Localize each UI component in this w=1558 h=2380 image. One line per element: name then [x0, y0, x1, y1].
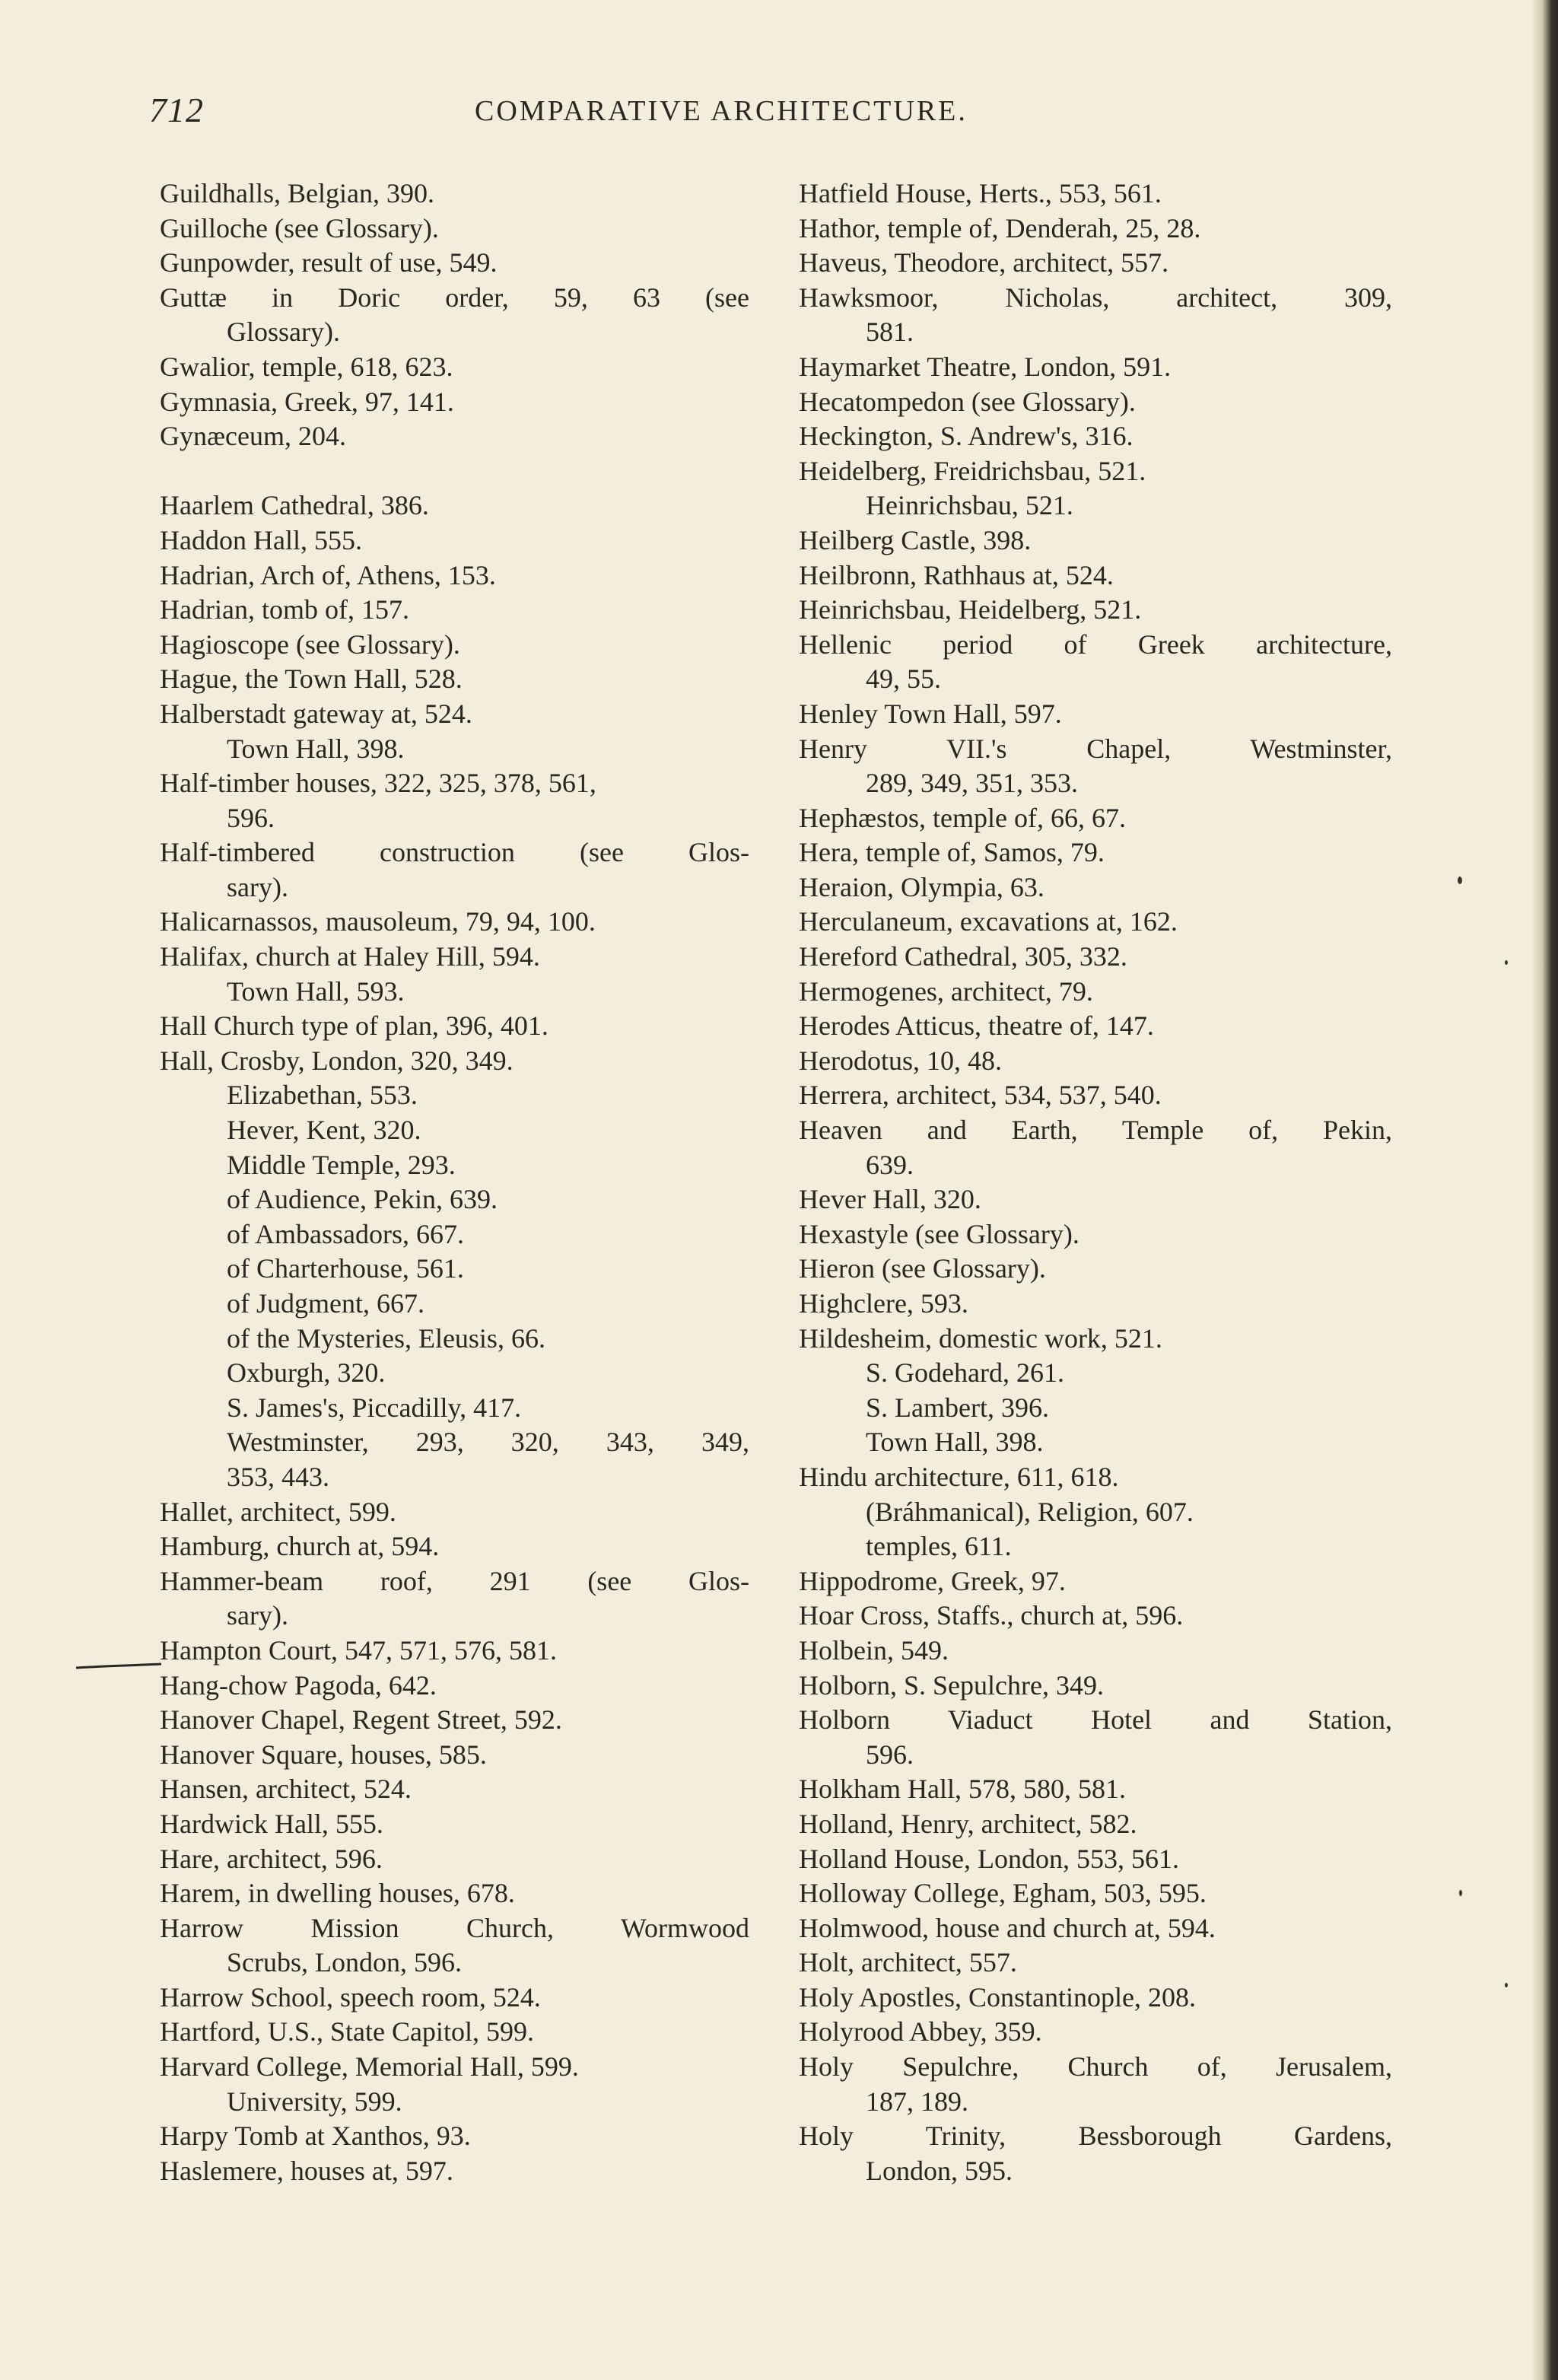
index-entry: Henley Town Hall, 597. — [799, 698, 1062, 729]
ink-speck — [1458, 877, 1462, 884]
index-entry: Herculaneum, excavations at, 162. — [799, 906, 1178, 937]
index-entry: Gunpowder, result of use, 549. — [160, 247, 498, 278]
index-entry: Hindu architecture, 611, 618. — [799, 1461, 1119, 1492]
index-entry-continuation: 596. — [227, 802, 275, 833]
index-entry: Henry VII.'s Chapel, Westminster, — [799, 733, 1392, 764]
index-entry-continuation: 289, 349, 351, 353. — [866, 768, 1078, 799]
index-entry: Halberstadt gateway at, 524. — [160, 698, 472, 729]
index-entry: Holyrood Abbey, 359. — [799, 2016, 1042, 2048]
index-subentry: temples, 611. — [866, 1531, 1012, 1562]
index-subentry: S. James's, Piccadilly, 417. — [227, 1392, 522, 1423]
index-entry: Hathor, temple of, Denderah, 25, 28. — [799, 212, 1201, 243]
index-entry: Hanover Chapel, Regent Street, 592. — [160, 1704, 562, 1736]
index-entry: Holy Apostles, Constantinople, 208. — [799, 1981, 1196, 2013]
index-entry: Hang-chow Pagoda, 642. — [160, 1669, 437, 1701]
index-entry: Holborn Viaduct Hotel and Station, — [799, 1704, 1392, 1736]
ink-speck — [1459, 1890, 1462, 1896]
index-entry: Guttæ in Doric order, 59, 63 (see — [160, 282, 749, 313]
index-entry: Hephæstos, temple of, 66, 67. — [799, 802, 1126, 833]
index-entry: Heidelberg, Freidrichsbau, 521. — [799, 455, 1146, 486]
page-number: 712 — [149, 91, 204, 129]
index-entry: Highclere, 593. — [799, 1288, 968, 1319]
index-entry: Half-timbered construction (see Glos- — [160, 837, 749, 868]
index-entry: Gwalior, temple, 618, 623. — [160, 351, 453, 382]
index-entry: Holy Sepulchre, Church of, Jerusalem, — [799, 2051, 1392, 2082]
index-column-left — [160, 177, 749, 2188]
index-entry: Hermogenes, architect, 79. — [799, 975, 1093, 1007]
index-entry: Hadrian, Arch of, Athens, 153. — [160, 559, 496, 590]
index-subentry: Town Hall, 398. — [866, 1427, 1044, 1458]
index-entry: Holland, Henry, architect, 582. — [799, 1808, 1137, 1839]
index-entry: Heinrichsbau, Heidelberg, 521. — [799, 594, 1142, 625]
ink-speck — [1505, 1983, 1508, 1987]
index-entry: Hartford, U.S., State Capitol, 599. — [160, 2016, 534, 2048]
index-entry-continuation: University, 599. — [227, 2086, 402, 2117]
index-entry: Guildhalls, Belgian, 390. — [160, 178, 434, 208]
index-entry: Herodes Atticus, theatre of, 147. — [799, 1010, 1154, 1042]
index-subentry: of Ambassadors, 667. — [227, 1218, 464, 1249]
index-entry: Haveus, Theodore, architect, 557. — [799, 247, 1169, 278]
index-entry-continuation: 596. — [866, 1739, 914, 1770]
index-entry: Hare, architect, 596. — [160, 1843, 383, 1874]
index-entry: Halifax, church at Haley Hill, 594. — [160, 941, 540, 972]
index-subentry: Hever, Kent, 320. — [227, 1115, 421, 1146]
index-entry: Haymarket Theatre, London, 591. — [799, 351, 1172, 382]
index-subentry: of Audience, Pekin, 639. — [227, 1184, 498, 1215]
index-entry: Gymnasia, Greek, 97, 141. — [160, 386, 454, 417]
index-entry: Hawksmoor, Nicholas, architect, 309, — [799, 282, 1392, 313]
index-entry: Harpy Tomb at Xanthos, 93. — [160, 2121, 471, 2152]
index-entry: Hieron (see Glossary). — [799, 1253, 1046, 1284]
index-entry: Hatfield House, Herts., 553, 561. — [799, 178, 1162, 208]
index-entry: Hall, Crosby, London, 320, 349. — [160, 1045, 514, 1076]
index-subentry: Elizabethan, 553. — [227, 1080, 418, 1111]
index-entry: Herodotus, 10, 48. — [799, 1045, 1002, 1076]
index-entry: Hippodrome, Greek, 97. — [799, 1565, 1066, 1596]
index-entry: Hardwick Hall, 555. — [160, 1808, 383, 1839]
index-subentry: Oxburgh, 320. — [227, 1357, 386, 1389]
index-entry-continuation: sary). — [227, 871, 288, 902]
index-entry: Hever Hall, 320. — [799, 1184, 981, 1215]
index-entry: Hansen, architect, 524. — [160, 1774, 412, 1805]
index-entry: Heaven and Earth, Temple of, Pekin, — [799, 1115, 1392, 1146]
index-entry: Harvard College, Memorial Hall, 599. — [160, 2051, 579, 2082]
running-title: COMPARATIVE ARCHITECTURE. — [475, 95, 968, 127]
index-subentry: of Judgment, 667. — [227, 1288, 424, 1319]
index-entry-continuation: 49, 55. — [866, 663, 941, 695]
index-entry: Hamburg, church at, 594. — [160, 1531, 440, 1562]
index-entry: Holloway College, Egham, 503, 595. — [799, 1878, 1207, 1909]
index-column-right — [799, 177, 1392, 2188]
index-entry: Heckington, S. Andrew's, 316. — [799, 421, 1134, 452]
index-entry: Guilloche (see Glossary). — [160, 212, 439, 243]
index-entry: Gynæceum, 204. — [160, 421, 346, 452]
index-entry: Harem, in dwelling houses, 678. — [160, 1878, 515, 1909]
index-entry: Hera, temple of, Samos, 79. — [799, 837, 1105, 868]
index-subentry: Town Hall, 398. — [227, 733, 405, 764]
index-entry: Hoar Cross, Staffs., church at, 596. — [799, 1600, 1184, 1631]
index-entry: Hampton Court, 547, 571, 576, 581. — [160, 1634, 557, 1666]
index-entry: Haslemere, houses at, 597. — [160, 2155, 453, 2186]
index-entry: Holborn, S. Sepulchre, 349. — [799, 1669, 1104, 1701]
index-entry: Hecatompedon (see Glossary). — [799, 386, 1136, 417]
index-subentry: Middle Temple, 293. — [227, 1149, 456, 1180]
index-entry: Hall Church type of plan, 396, 401. — [160, 1010, 548, 1042]
index-entry: Holland House, London, 553, 561. — [799, 1843, 1179, 1874]
index-entry: Harrow School, speech room, 524. — [160, 1981, 541, 2013]
index-entry-continuation: 187, 189. — [866, 2086, 968, 2117]
index-entry: Hellenic period of Greek architecture, — [799, 628, 1392, 660]
index-subentry: (Bráhmanical), Religion, 607. — [866, 1496, 1194, 1527]
index-subentry: 353, 443. — [227, 1461, 329, 1492]
page-header — [149, 90, 1404, 135]
index-entry-continuation: Scrubs, London, 596. — [227, 1947, 462, 1978]
index-subentry: S. Lambert, 396. — [866, 1392, 1049, 1423]
index-entry: Hildesheim, domestic work, 521. — [799, 1322, 1162, 1354]
index-entry: Halicarnassos, mausoleum, 79, 94, 100. — [160, 906, 596, 937]
index-subentry: of Charterhouse, 561. — [227, 1253, 464, 1284]
index-entry: Hallet, architect, 599. — [160, 1496, 396, 1527]
index-subentry: Town Hall, 593. — [227, 975, 405, 1007]
index-entry: Hammer-beam roof, 291 (see Glos- — [160, 1565, 749, 1596]
index-entry-continuation: Glossary). — [227, 317, 340, 348]
index-entry: Heraion, Olympia, 63. — [799, 871, 1044, 902]
index-entry: Holy Trinity, Bessborough Gardens, — [799, 2121, 1392, 2152]
index-entry: Holkham Hall, 578, 580, 581. — [799, 1774, 1126, 1805]
index-entry: Herrera, architect, 534, 537, 540. — [799, 1080, 1162, 1111]
index-subentry: S. Godehard, 261. — [866, 1357, 1064, 1389]
index-subentry: Heinrichsbau, 521. — [866, 490, 1073, 521]
section-gap — [160, 454, 749, 489]
index-entry: Half-timber houses, 322, 325, 378, 561, — [160, 768, 596, 799]
book-gutter-edge — [1532, 0, 1558, 2380]
index-entry: Haarlem Cathedral, 386. — [160, 490, 429, 521]
index-entry: Harrow Mission Church, Wormwood — [160, 1912, 749, 1943]
index-entry: Hadrian, tomb of, 157. — [160, 594, 409, 625]
index-entry-continuation: sary). — [227, 1600, 288, 1631]
index-entry: Hanover Square, houses, 585. — [160, 1739, 487, 1770]
ink-speck — [1505, 960, 1508, 965]
index-entry: Heilbronn, Rathhaus at, 524. — [799, 559, 1114, 590]
index-entry: Hagioscope (see Glossary). — [160, 628, 460, 660]
index-subentry: Westminster, 293, 320, 343, 349, — [227, 1427, 749, 1458]
index-entry: Holbein, 549. — [799, 1634, 949, 1666]
index-entry: Hague, the Town Hall, 528. — [160, 663, 463, 695]
index-entry: Holmwood, house and church at, 594. — [799, 1912, 1216, 1943]
index-entry: Holt, architect, 557. — [799, 1947, 1017, 1978]
index-entry: Hexastyle (see Glossary). — [799, 1218, 1079, 1249]
index-entry-continuation: London, 595. — [866, 2155, 1013, 2186]
index-entry: Hereford Cathedral, 305, 332. — [799, 941, 1127, 972]
index-subentry: of the Mysteries, Eleusis, 66. — [227, 1322, 545, 1354]
index-entry-continuation: 639. — [866, 1149, 914, 1180]
index-entry-continuation: 581. — [866, 317, 914, 348]
pencil-pointer-mark — [76, 1662, 161, 1670]
index-entry: Haddon Hall, 555. — [160, 524, 362, 555]
index-entry: Heilberg Castle, 398. — [799, 524, 1032, 555]
